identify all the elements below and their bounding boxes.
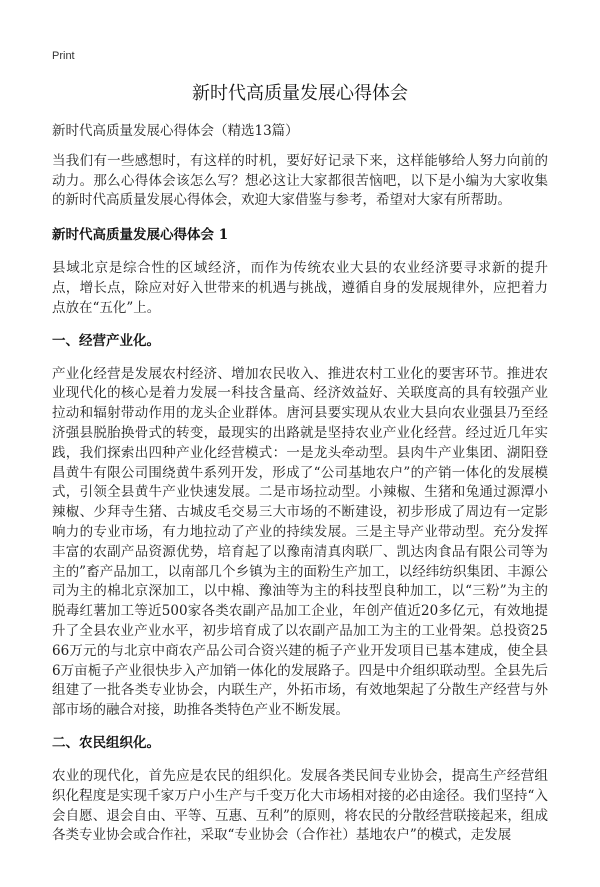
section1-paragraph: 产业化经营是发展农村经济、增加农民收入、推进农村工业化的要害环节。推进农业现代化的核心是着力发展一科技含量高、经济效益好、关联度高的具有较强产业拉动和辐射带动作用的龙头企业群体。唐河县要实现从农业大县向农业强县乃至经济强县脱胎换骨式的转变，最现实的出路就是坚持农业产业化经营。经过近几年实践，我们探索出四种产业化经营模式：一是龙头牵动型。县肉牛产业集团、湖阳登昌黄牛有限公司围绕黄牛系列开发，形成了“公司基地农户”的产销一体化的发展模式，引领全县黄牛产业快速发展。二是市场拉动型。小辣椒、生猪和兔通过源潭小辣椒、少拜寺生猪、古城皮毛交易三大市场的不断建设，初步形成了周边有一定影响力的专业市场，有力地拉动了产业的持续发展。三是主导产业带动型。充分发挥丰富的农副产品资源优势，培育起了以豫南清真肉联厂、凯达肉食品有限公司等为主的”畜产品加工，以南部几个乡镇为主的面粉生产加工，以经纬纺织集团、丰源公司为主的棉北京深加工，以中棉、豫油等为主的科技型良种加工，以“三粉”为主的脱毒红薯加工等近500家各类农副产品加工企业，年创产值近20多亿元，有效地提升了全县农业产业水平，初步培育成了以农副产品加工为主的工业骨架。总投资2566万元的与北京中商农产品公司合资兴建的栀子产业开发项目已基本建成，使全县6万亩栀子产业很快步入产加销一体化的发展路子。四是中介组织联动型。全县先后组建了一批各类专业协会，内联生产，外拓市场，有效地架起了分散生产经营与外部市场的融合对接，助推各类特色产业不断发展。 [52, 365, 548, 719]
article-intro-paragraph: 县域北京是综合性的区域经济，而作为传统农业大县的农业经济要寻求新的提升点，增长点，除应对好入世带来的机遇与挑战，遵循自身的发展规律外，应把着力点放在“五化”上。 [52, 260, 548, 316]
intro-paragraph: 当我们有一些感想时，有这样的时机，要好好记录下来，这样能够给人努力向前的动力。那么心得体会该怎么写？想必这让大家都很苦恼吧，以下是小编为大家收集的新时代高质量发展心得体会，欢迎大家借鉴与参考，希望对大家有所帮助。 [52, 152, 548, 209]
document-title: 新时代高质量发展心得体会 [192, 83, 408, 104]
document-subtitle: 新时代高质量发展心得体会（精选13篇） [52, 123, 299, 139]
print-link[interactable]: Print [52, 50, 75, 62]
section2-paragraph: 农业的现代化，首先应是农民的组织化。发展各类民间专业协会，提高生产经营组织化程度是实现千家万户小生产与千变万化大市场相对接的必由途径。我们坚持“入会自愿、退会自由、平等、互惠、互利”的原则，将农民的分散经营联接起来，组成各类专业协会或合作社，采取“专业协会（合作社）基地农户”的模式，走发展 [52, 767, 548, 844]
article-heading: 新时代高质量发展心得体会 1 [52, 227, 229, 244]
document-content [52, 80, 548, 887]
section1-heading: 一、经营产业化。 [52, 332, 160, 349]
section2-clip [52, 767, 548, 887]
section2-heading: 二、农民组织化。 [52, 734, 160, 751]
